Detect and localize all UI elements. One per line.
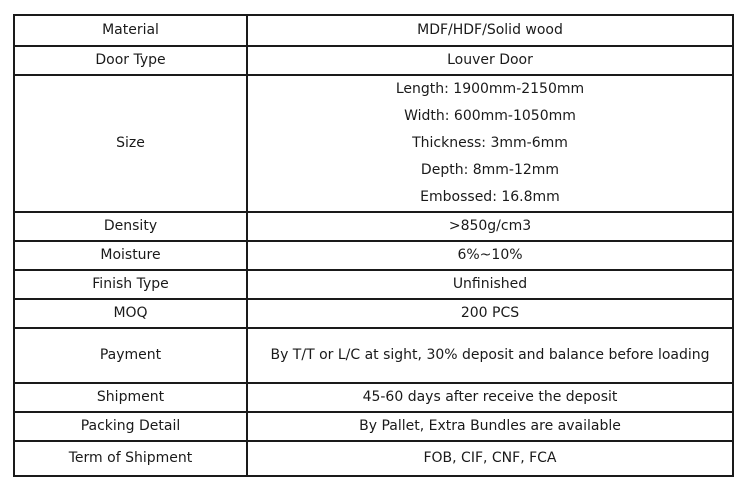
finish-type-value: Unfinished xyxy=(247,270,733,299)
size-thickness-line: Thickness: 3mm-6mm xyxy=(412,135,568,151)
term-of-shipment-label: Term of Shipment xyxy=(14,441,247,476)
door-type-value: Louver Door xyxy=(247,46,733,75)
moq-label: MOQ xyxy=(14,299,247,328)
size-value xyxy=(247,75,733,212)
shipment-value: 45-60 days after receive the deposit xyxy=(247,383,733,412)
door-type-label: Door Type xyxy=(14,46,247,75)
size-label: Size xyxy=(14,75,247,212)
material-value: MDF/HDF/Solid wood xyxy=(247,15,733,46)
table-row-door-type xyxy=(14,46,733,75)
table-row-term-of-shipment xyxy=(14,441,733,476)
material-label: Material xyxy=(14,15,247,46)
moisture-label: Moisture xyxy=(14,241,247,270)
table-row-size xyxy=(14,75,733,212)
moisture-value: 6%~10% xyxy=(247,241,733,270)
size-width-line: Width: 600mm-1050mm xyxy=(404,108,576,124)
size-depth-line: Depth: 8mm-12mm xyxy=(420,162,560,178)
term-of-shipment-value: FOB, CIF, CNF, FCA xyxy=(247,441,733,476)
table-row-density xyxy=(14,212,733,241)
product-spec-table xyxy=(13,14,734,477)
finish-type-label: Finish Type xyxy=(14,270,247,299)
table-row-finish-type xyxy=(14,270,733,299)
shipment-label: Shipment xyxy=(14,383,247,412)
table-row-material xyxy=(14,15,733,46)
payment-label: Payment xyxy=(14,328,247,383)
size-embossed-line: Embossed: 16.8mm xyxy=(420,189,560,205)
table-row-moisture xyxy=(14,241,733,270)
density-value: >850g/cm3 xyxy=(247,212,733,241)
table-row-shipment xyxy=(14,383,733,412)
packing-detail-value: By Pallet, Extra Bundles are available xyxy=(247,412,733,441)
table-row-packing-detail xyxy=(14,412,733,441)
moq-value: 200 PCS xyxy=(247,299,733,328)
page xyxy=(0,14,750,492)
payment-value: By T/T or L/C at sight, 30% deposit and balance before loading xyxy=(247,328,733,383)
table-row-payment xyxy=(14,328,733,383)
table-row-moq xyxy=(14,299,733,328)
packing-detail-label: Packing Detail xyxy=(14,412,247,441)
density-label: Density xyxy=(14,212,247,241)
size-length-line: Length: 1900mm-2150mm xyxy=(395,81,585,97)
